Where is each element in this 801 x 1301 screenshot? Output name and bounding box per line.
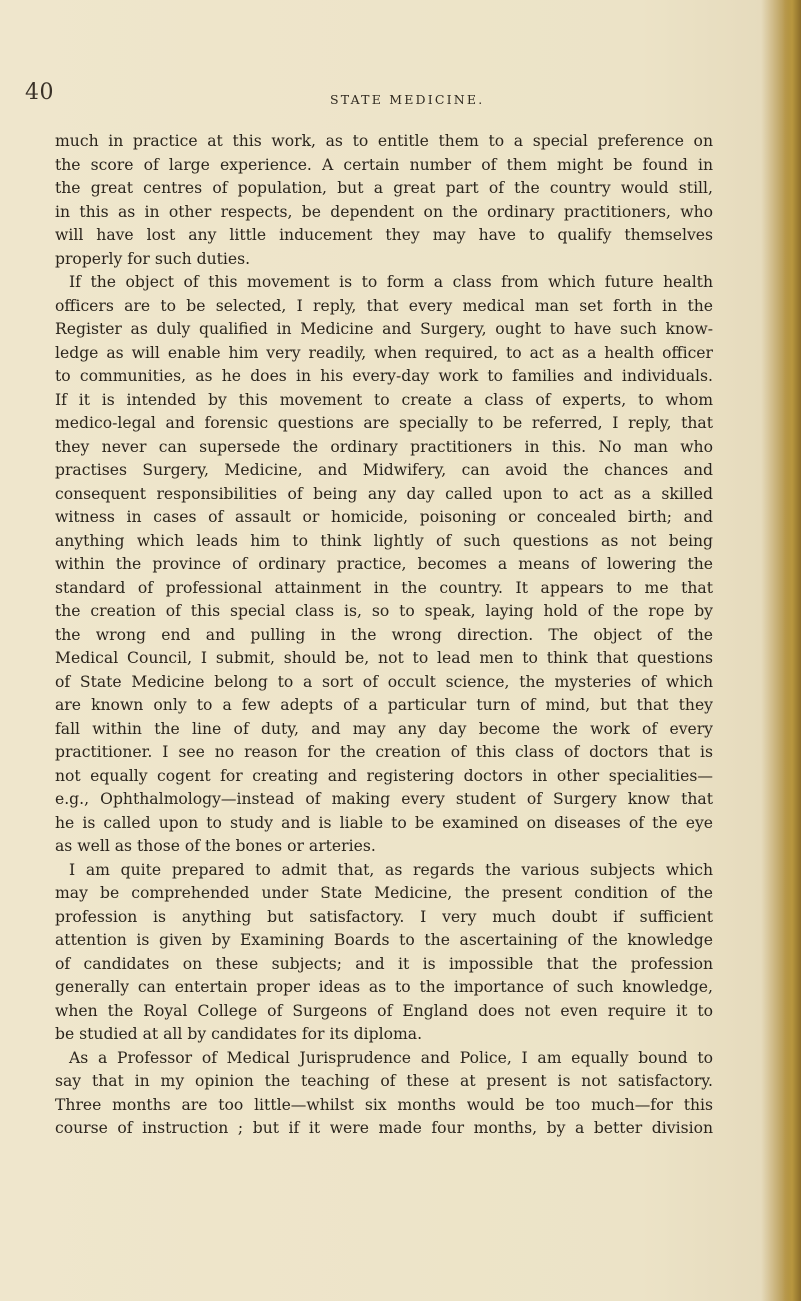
page-gutter-edge [783, 0, 801, 1301]
text-line: of State Medicine belong to a sort of occult science, the mysteries of which [55, 672, 713, 691]
text-line: ledge as will enable him very readily, when required, to act as a health officer [55, 343, 713, 362]
text-line: consequent responsibilities of being any day called upon to act as a skilled [55, 484, 713, 503]
text-line: when the Royal College of Surgeons of England does not even require it to [55, 1001, 713, 1020]
text-line: As a Professor of Medical Jurisprudence and Police, I am equally bound to [69, 1048, 713, 1067]
text-line: attention is given by Examining Boards to the ascertaining of the knowledge [55, 931, 713, 949]
text-line: in this as in other respects, be dependent on the ordinary practitioners, who [55, 202, 713, 221]
text-line: the score of large experience. A certain number of them might be found in [55, 155, 713, 174]
text-line: they never can supersede the ordinary practitioners in this. No man who [55, 437, 713, 456]
text-line: may be comprehended under State Medicine, the present condition of the [55, 884, 713, 902]
text-line: medico-legal and forensic questions are specially to be referred, I reply, that [55, 414, 713, 432]
text-line: officers are to be selected, I reply, that every medical man set forth in the [55, 296, 713, 315]
text-line: the wrong end and pulling in the wrong direction. The object of the [55, 625, 713, 644]
text-line: as well as those of the bones or arteries. [55, 837, 376, 855]
text-line: e.g., Ophthalmology—instead of making every student of Surgery know that [55, 790, 713, 808]
text-line: Register as duly qualified in Medicine and Surgery, ought to have such know- [55, 320, 713, 338]
running-head: STATE MEDICINE. [330, 92, 485, 107]
text-line: of candidates on these subjects; and it is impossible that the profession [55, 954, 713, 973]
text-line: fall within the line of duty, and may any day become the work of every [55, 719, 713, 738]
text-line: say that in my opinion the teaching of these at present is not satisfactory. [55, 1072, 713, 1090]
text-line: to communities, as he does in his every-day work to families and individuals. [55, 367, 713, 385]
text-line: not equally cogent for creating and registering doctors in other specialities— [55, 766, 713, 785]
text-line: practises Surgery, Medicine, and Midwifery, can avoid the chances and [55, 461, 713, 479]
page-number: 40 [25, 80, 54, 105]
text-line: If the object of this movement is to form a class from which future health [69, 273, 713, 291]
text-line: be studied at all by candidates for its diploma. [55, 1025, 423, 1043]
text-line: course of instruction ; but if it were made four months, by a better division [55, 1119, 713, 1137]
text-line: are known only to a few adepts of a particular turn of mind, but that they [55, 696, 713, 714]
text-line: profession is anything but satisfactory. I very much doubt if sufficient [55, 907, 713, 926]
text-line: within the province of ordinary practice, becomes a means of lowering the [55, 555, 713, 573]
text-line: will have lost any little inducement they may have to qualify themselves [55, 226, 713, 244]
text-line: witness in cases of assault or homicide, poisoning or concealed birth; and [55, 508, 713, 526]
text-line: If it is intended by this movement to create a class of experts, to whom [55, 390, 713, 409]
text-line: the creation of this special class is, so to speak, laying hold of the rope by [55, 602, 713, 620]
text-line: properly for such duties. [55, 249, 251, 268]
text-line: anything which leads him to think lightly of such questions as not being [55, 531, 713, 550]
text-line: practitioner. I see no reason for the creation of this class of doctors that is [55, 743, 713, 761]
body-text [55, 130, 713, 1141]
text-line: standard of professional attainment in the country. It appears to me that [55, 578, 713, 597]
text-line: generally can entertain proper ideas as to the importance of such knowledge, [55, 978, 713, 996]
text-line: I am quite prepared to admit that, as regards the various subjects which [69, 860, 713, 879]
text-line: Medical Council, I submit, should be, not to lead men to think that questions [55, 649, 713, 667]
text-line: much in practice at this work, as to entitle them to a special preference on [55, 132, 713, 150]
text-line: he is called upon to study and is liable to be examined on diseases of the eye [55, 813, 713, 832]
text-line: the great centres of population, but a great part of the country would still, [55, 179, 713, 197]
text-line: Three months are too little—whilst six months would be too much—for this [55, 1095, 713, 1114]
